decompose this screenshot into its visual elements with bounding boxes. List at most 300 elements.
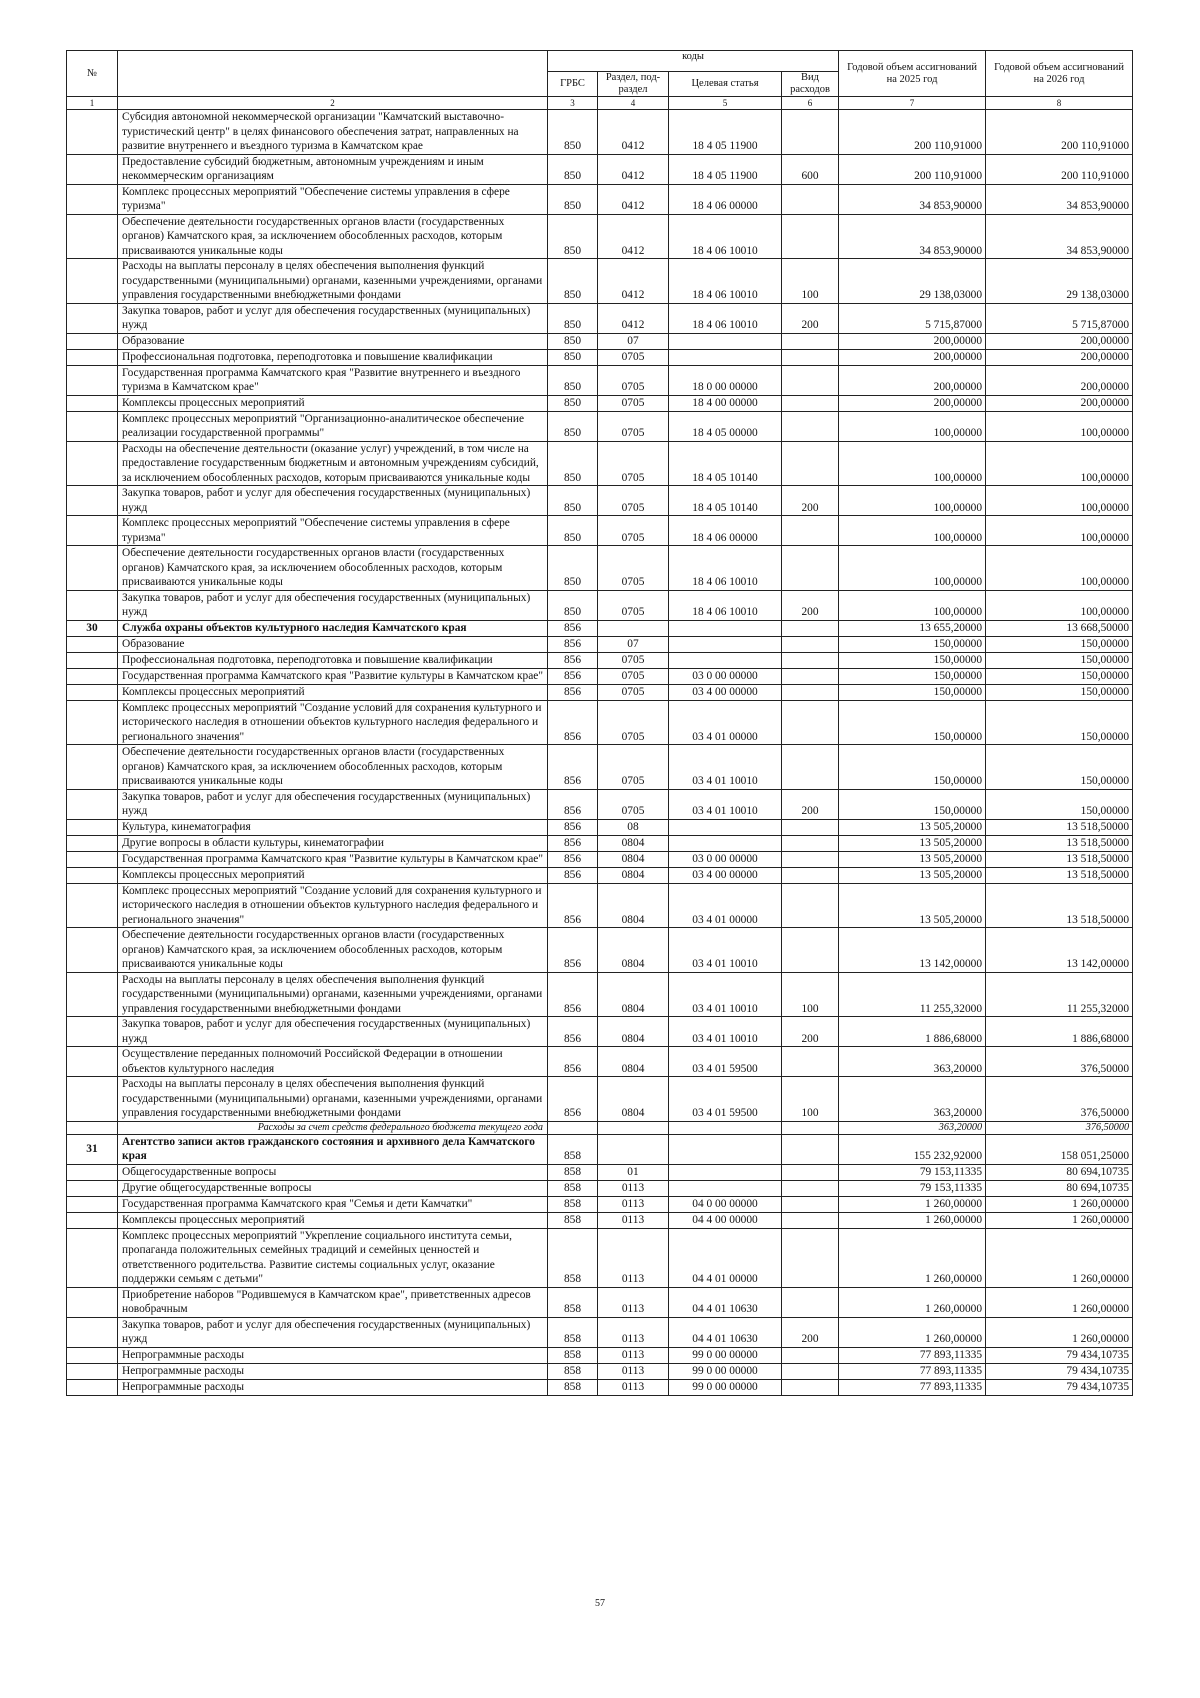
table-row bbox=[67, 1228, 1133, 1287]
row-section: 0705 bbox=[598, 349, 669, 365]
row-section: 0113 bbox=[598, 1228, 669, 1287]
row-target bbox=[669, 1180, 782, 1196]
row-kind bbox=[782, 1134, 839, 1164]
row-kind bbox=[782, 684, 839, 700]
table-row bbox=[67, 668, 1133, 684]
row-amount-2026: 150,00000 bbox=[986, 745, 1133, 790]
row-target bbox=[669, 819, 782, 835]
table-row bbox=[67, 486, 1133, 516]
column-number: 6 bbox=[782, 97, 839, 110]
row-amount-2025: 100,00000 bbox=[839, 546, 986, 591]
row-number bbox=[67, 395, 118, 411]
row-name: Другие общегосударственные вопросы bbox=[118, 1180, 548, 1196]
row-grbs: 858 bbox=[548, 1196, 598, 1212]
row-amount-2025: 150,00000 bbox=[839, 668, 986, 684]
row-section: 0705 bbox=[598, 546, 669, 591]
row-kind bbox=[782, 636, 839, 652]
row-section: 0412 bbox=[598, 259, 669, 304]
row-target bbox=[669, 1164, 782, 1180]
table-row bbox=[67, 636, 1133, 652]
row-amount-2025: 200,00000 bbox=[839, 365, 986, 395]
table-row bbox=[67, 590, 1133, 620]
row-target bbox=[669, 1121, 782, 1134]
row-target: 03 4 01 00000 bbox=[669, 883, 782, 928]
row-target: 18 4 06 10010 bbox=[669, 546, 782, 591]
row-kind: 100 bbox=[782, 972, 839, 1017]
row-amount-2025: 150,00000 bbox=[839, 700, 986, 745]
row-amount-2026: 100,00000 bbox=[986, 486, 1133, 516]
row-target: 03 4 01 00000 bbox=[669, 700, 782, 745]
row-grbs: 850 bbox=[548, 395, 598, 411]
row-number bbox=[67, 333, 118, 349]
row-amount-2025: 13 505,20000 bbox=[839, 883, 986, 928]
row-amount-2026: 79 434,10735 bbox=[986, 1347, 1133, 1363]
row-name: Осуществление переданных полномочий Российской Федерации в отношении объектов культурного наследия bbox=[118, 1047, 548, 1077]
row-amount-2026: 79 434,10735 bbox=[986, 1379, 1133, 1395]
table-row bbox=[67, 1180, 1133, 1196]
row-grbs: 850 bbox=[548, 411, 598, 441]
row-kind bbox=[782, 110, 839, 155]
row-kind: 100 bbox=[782, 1077, 839, 1122]
row-name: Другие вопросы в области культуры, кинематографии bbox=[118, 835, 548, 851]
row-section: 0705 bbox=[598, 365, 669, 395]
row-name: Комплексы процессных мероприятий bbox=[118, 1212, 548, 1228]
row-amount-2026: 13 518,50000 bbox=[986, 851, 1133, 867]
table-row bbox=[67, 1164, 1133, 1180]
row-name: Государственная программа Камчатского края "Семья и дети Камчатки" bbox=[118, 1196, 548, 1212]
row-target: 04 0 00 00000 bbox=[669, 1196, 782, 1212]
row-section: 0412 bbox=[598, 303, 669, 333]
row-number bbox=[67, 154, 118, 184]
row-amount-2025: 150,00000 bbox=[839, 636, 986, 652]
row-grbs: 856 bbox=[548, 684, 598, 700]
row-grbs: 856 bbox=[548, 819, 598, 835]
row-amount-2026: 150,00000 bbox=[986, 789, 1133, 819]
row-kind bbox=[782, 1347, 839, 1363]
row-section: 01 bbox=[598, 1164, 669, 1180]
row-grbs: 858 bbox=[548, 1363, 598, 1379]
row-name: Профессиональная подготовка, переподготовка и повышение квалификации bbox=[118, 652, 548, 668]
row-amount-2025: 13 505,20000 bbox=[839, 835, 986, 851]
row-amount-2026: 150,00000 bbox=[986, 684, 1133, 700]
header-year-2026: Годовой объем ассигнований на 2026 год bbox=[986, 51, 1133, 97]
row-grbs: 856 bbox=[548, 851, 598, 867]
row-grbs: 856 bbox=[548, 620, 598, 636]
row-grbs: 850 bbox=[548, 303, 598, 333]
row-number bbox=[67, 835, 118, 851]
row-section: 0412 bbox=[598, 184, 669, 214]
table-row bbox=[67, 1212, 1133, 1228]
row-kind: 200 bbox=[782, 590, 839, 620]
row-amount-2025: 13 142,00000 bbox=[839, 928, 986, 973]
row-section: 0705 bbox=[598, 395, 669, 411]
row-target: 03 4 01 59500 bbox=[669, 1047, 782, 1077]
column-number: 4 bbox=[598, 97, 669, 110]
row-name: Закупка товаров, работ и услуг для обеспечения государственных (муниципальных) нужд bbox=[118, 789, 548, 819]
row-number bbox=[67, 441, 118, 486]
table-row bbox=[67, 867, 1133, 883]
row-grbs: 850 bbox=[548, 214, 598, 259]
row-section: 08 bbox=[598, 819, 669, 835]
row-section: 0705 bbox=[598, 789, 669, 819]
row-amount-2026: 100,00000 bbox=[986, 516, 1133, 546]
row-name: Расходы на выплаты персоналу в целях обеспечения выполнения функций государственными (муниципальными) органами, казенными учреждениями, органами управления государственными внебюджетными фондами bbox=[118, 972, 548, 1017]
row-name: Обеспечение деятельности государственных органов власти (государственных органов) Камчатского края, за исключением обособленных расходов, которым присваиваются уникальные коды bbox=[118, 928, 548, 973]
row-amount-2025: 200 110,91000 bbox=[839, 110, 986, 155]
row-name: Комплексы процессных мероприятий bbox=[118, 684, 548, 700]
row-kind bbox=[782, 1228, 839, 1287]
header-year-2025: Годовой объем ассигнований на 2025 год bbox=[839, 51, 986, 97]
row-amount-2026: 11 255,32000 bbox=[986, 972, 1133, 1017]
row-amount-2026: 376,50000 bbox=[986, 1047, 1133, 1077]
row-target: 18 4 05 00000 bbox=[669, 411, 782, 441]
row-amount-2025: 79 153,11335 bbox=[839, 1180, 986, 1196]
row-amount-2026: 34 853,90000 bbox=[986, 184, 1133, 214]
table-row bbox=[67, 684, 1133, 700]
header-codes: коды bbox=[548, 51, 839, 72]
row-grbs: 858 bbox=[548, 1134, 598, 1164]
header-grbs: ГРБС bbox=[548, 72, 598, 97]
row-section: 0705 bbox=[598, 668, 669, 684]
row-number bbox=[67, 1164, 118, 1180]
row-kind: 200 bbox=[782, 1017, 839, 1047]
row-kind bbox=[782, 441, 839, 486]
row-kind bbox=[782, 620, 839, 636]
row-number bbox=[67, 1077, 118, 1122]
row-number bbox=[67, 1317, 118, 1347]
table-row bbox=[67, 214, 1133, 259]
row-number bbox=[67, 259, 118, 304]
row-number bbox=[67, 636, 118, 652]
row-name: Расходы за счет средств федерального бюджета текущего года bbox=[118, 1121, 548, 1134]
row-name: Обеспечение деятельности государственных органов власти (государственных органов) Камчатского края, за исключением обособленных расходов, которым присваиваются уникальные коды bbox=[118, 214, 548, 259]
row-name: Образование bbox=[118, 333, 548, 349]
row-amount-2025: 155 232,92000 bbox=[839, 1134, 986, 1164]
row-amount-2026: 13 142,00000 bbox=[986, 928, 1133, 973]
table-row bbox=[67, 365, 1133, 395]
row-name: Служба охраны объектов культурного наследия Камчатского края bbox=[118, 620, 548, 636]
row-amount-2026: 13 668,50000 bbox=[986, 620, 1133, 636]
table-row bbox=[67, 789, 1133, 819]
row-number: 31 bbox=[67, 1134, 118, 1164]
row-name: Непрограммные расходы bbox=[118, 1363, 548, 1379]
row-amount-2025: 1 260,00000 bbox=[839, 1317, 986, 1347]
row-number bbox=[67, 411, 118, 441]
row-kind bbox=[782, 835, 839, 851]
row-name: Комплекс процессных мероприятий "Обеспечение системы управления в сфере туризма" bbox=[118, 516, 548, 546]
row-name: Обеспечение деятельности государственных органов власти (государственных органов) Камчатского края, за исключением обособленных расходов, которым присваиваются уникальные коды bbox=[118, 546, 548, 591]
row-name: Комплекс процессных мероприятий "Организационно-аналитическое обеспечение реализации государственной программы" bbox=[118, 411, 548, 441]
row-kind bbox=[782, 928, 839, 973]
row-amount-2025: 363,20000 bbox=[839, 1077, 986, 1122]
row-name: Закупка товаров, работ и услуг для обеспечения государственных (муниципальных) нужд bbox=[118, 1317, 548, 1347]
row-target: 99 0 00 00000 bbox=[669, 1379, 782, 1395]
row-name: Расходы на выплаты персоналу в целях обеспечения выполнения функций государственными (муниципальными) органами, казенными учреждениями, органами управления государственными внебюджетными фондами bbox=[118, 259, 548, 304]
row-amount-2026: 158 051,25000 bbox=[986, 1134, 1133, 1164]
row-section: 0804 bbox=[598, 1047, 669, 1077]
budget-table bbox=[66, 50, 1133, 1396]
row-amount-2026: 13 518,50000 bbox=[986, 883, 1133, 928]
row-target: 04 4 01 10630 bbox=[669, 1287, 782, 1317]
row-section: 07 bbox=[598, 333, 669, 349]
row-number bbox=[67, 1287, 118, 1317]
row-amount-2025: 150,00000 bbox=[839, 789, 986, 819]
row-amount-2025: 1 886,68000 bbox=[839, 1017, 986, 1047]
row-number bbox=[67, 1121, 118, 1134]
row-number bbox=[67, 365, 118, 395]
row-target: 18 4 06 00000 bbox=[669, 516, 782, 546]
header-column-numbers bbox=[67, 97, 1133, 110]
column-number: 3 bbox=[548, 97, 598, 110]
row-target: 18 4 05 11900 bbox=[669, 154, 782, 184]
row-kind bbox=[782, 851, 839, 867]
row-name: Государственная программа Камчатского края "Развитие культуры в Камчатском крае" bbox=[118, 851, 548, 867]
row-grbs: 856 bbox=[548, 972, 598, 1017]
row-section: 0113 bbox=[598, 1212, 669, 1228]
row-grbs: 856 bbox=[548, 700, 598, 745]
row-number bbox=[67, 1180, 118, 1196]
row-amount-2026: 29 138,03000 bbox=[986, 259, 1133, 304]
row-section bbox=[598, 1121, 669, 1134]
table-row bbox=[67, 1287, 1133, 1317]
row-name: Комплекс процессных мероприятий "Создание условий для сохранения культурного и исторического наследия в отношении объектов культурного наследия федерального и регионального значения" bbox=[118, 700, 548, 745]
row-target: 18 4 06 10010 bbox=[669, 303, 782, 333]
row-target: 03 0 00 00000 bbox=[669, 851, 782, 867]
row-section: 0113 bbox=[598, 1180, 669, 1196]
row-section: 0804 bbox=[598, 972, 669, 1017]
row-amount-2026: 1 260,00000 bbox=[986, 1287, 1133, 1317]
column-number: 1 bbox=[67, 97, 118, 110]
row-section: 0804 bbox=[598, 867, 669, 883]
row-name: Обеспечение деятельности государственных органов власти (государственных органов) Камчатского края, за исключением обособленных расходов, которым присваиваются уникальные коды bbox=[118, 745, 548, 790]
row-kind bbox=[782, 700, 839, 745]
row-number bbox=[67, 684, 118, 700]
row-grbs: 858 bbox=[548, 1347, 598, 1363]
row-kind bbox=[782, 1180, 839, 1196]
row-amount-2026: 376,50000 bbox=[986, 1121, 1133, 1134]
row-section: 0705 bbox=[598, 684, 669, 700]
table-row bbox=[67, 1347, 1133, 1363]
row-grbs: 858 bbox=[548, 1180, 598, 1196]
row-grbs: 856 bbox=[548, 668, 598, 684]
row-name: Общегосударственные вопросы bbox=[118, 1164, 548, 1180]
row-target: 03 4 01 10010 bbox=[669, 928, 782, 973]
row-target bbox=[669, 333, 782, 349]
row-target: 18 4 06 10010 bbox=[669, 259, 782, 304]
row-number bbox=[67, 1379, 118, 1395]
row-amount-2025: 1 260,00000 bbox=[839, 1228, 986, 1287]
table-row bbox=[67, 1077, 1133, 1122]
row-amount-2025: 1 260,00000 bbox=[839, 1287, 986, 1317]
row-section: 0804 bbox=[598, 883, 669, 928]
row-number bbox=[67, 745, 118, 790]
row-amount-2026: 1 260,00000 bbox=[986, 1196, 1133, 1212]
row-grbs: 856 bbox=[548, 835, 598, 851]
row-section bbox=[598, 620, 669, 636]
row-number bbox=[67, 546, 118, 591]
row-section: 0804 bbox=[598, 835, 669, 851]
row-name: Государственная программа Камчатского края "Развитие внутреннего и въездного туризма в Камчатском крае" bbox=[118, 365, 548, 395]
row-section: 0705 bbox=[598, 745, 669, 790]
table-row bbox=[67, 395, 1133, 411]
row-amount-2025: 13 505,20000 bbox=[839, 851, 986, 867]
row-name: Непрограммные расходы bbox=[118, 1379, 548, 1395]
row-name: Закупка товаров, работ и услуг для обеспечения государственных (муниципальных) нужд bbox=[118, 590, 548, 620]
row-amount-2026: 5 715,87000 bbox=[986, 303, 1133, 333]
row-name: Государственная программа Камчатского края "Развитие культуры в Камчатском крае" bbox=[118, 668, 548, 684]
row-amount-2026: 80 694,10735 bbox=[986, 1180, 1133, 1196]
row-grbs: 856 bbox=[548, 928, 598, 973]
row-name: Приобретение наборов "Родившемуся в Камчатском крае", приветственных адресов новобрачным bbox=[118, 1287, 548, 1317]
row-amount-2025: 200 110,91000 bbox=[839, 154, 986, 184]
row-target bbox=[669, 652, 782, 668]
table-row bbox=[67, 1379, 1133, 1395]
row-target: 03 4 01 10010 bbox=[669, 745, 782, 790]
row-amount-2026: 200,00000 bbox=[986, 395, 1133, 411]
row-amount-2026: 150,00000 bbox=[986, 636, 1133, 652]
row-target: 18 4 05 10140 bbox=[669, 486, 782, 516]
row-amount-2025: 200,00000 bbox=[839, 395, 986, 411]
row-grbs: 850 bbox=[548, 486, 598, 516]
table-row bbox=[67, 928, 1133, 973]
row-kind bbox=[782, 1121, 839, 1134]
page-number: 57 bbox=[595, 1598, 605, 1609]
row-target: 18 4 05 11900 bbox=[669, 110, 782, 155]
row-amount-2026: 1 260,00000 bbox=[986, 1228, 1133, 1287]
table-row bbox=[67, 745, 1133, 790]
row-amount-2026: 150,00000 bbox=[986, 652, 1133, 668]
row-amount-2025: 100,00000 bbox=[839, 411, 986, 441]
row-kind bbox=[782, 184, 839, 214]
row-grbs: 850 bbox=[548, 333, 598, 349]
row-section: 0113 bbox=[598, 1347, 669, 1363]
row-target: 04 4 00 00000 bbox=[669, 1212, 782, 1228]
table-body bbox=[67, 110, 1133, 1396]
table-row bbox=[67, 333, 1133, 349]
row-amount-2025: 77 893,11335 bbox=[839, 1347, 986, 1363]
row-number bbox=[67, 883, 118, 928]
table-row bbox=[67, 819, 1133, 835]
row-section: 0705 bbox=[598, 516, 669, 546]
row-amount-2025: 29 138,03000 bbox=[839, 259, 986, 304]
table-row bbox=[67, 972, 1133, 1017]
table-row bbox=[67, 546, 1133, 591]
row-kind: 600 bbox=[782, 154, 839, 184]
row-number bbox=[67, 1228, 118, 1287]
row-section: 0412 bbox=[598, 154, 669, 184]
row-number bbox=[67, 214, 118, 259]
row-section: 0705 bbox=[598, 411, 669, 441]
row-amount-2025: 363,20000 bbox=[839, 1121, 986, 1134]
row-name: Расходы на обеспечение деятельности (оказание услуг) учреждений, в том числе на предоставление государственным бюджетным и автономным учреждениям субсидий, за исключением обособленных расходов, которым присваиваются уникальные коды bbox=[118, 441, 548, 486]
row-name: Закупка товаров, работ и услуг для обеспечения государственных (муниципальных) нужд bbox=[118, 1017, 548, 1047]
row-number bbox=[67, 303, 118, 333]
table-row bbox=[67, 652, 1133, 668]
row-kind bbox=[782, 349, 839, 365]
row-amount-2026: 13 518,50000 bbox=[986, 819, 1133, 835]
row-amount-2026: 1 260,00000 bbox=[986, 1212, 1133, 1228]
header-target: Целевая статья bbox=[669, 72, 782, 97]
row-name: Культура, кинематография bbox=[118, 819, 548, 835]
row-target bbox=[669, 620, 782, 636]
row-target: 18 4 00 00000 bbox=[669, 395, 782, 411]
row-grbs: 850 bbox=[548, 441, 598, 486]
row-kind bbox=[782, 745, 839, 790]
row-name: Комплекс процессных мероприятий "Укрепление социального института семьи, пропаганда положительных семейных традиций и семейных ценностей и ответственного родительства. Развитие системы социальных услуг, оказание поддержки семьям с детьми" bbox=[118, 1228, 548, 1287]
row-grbs: 850 bbox=[548, 154, 598, 184]
row-grbs: 858 bbox=[548, 1164, 598, 1180]
row-amount-2025: 11 255,32000 bbox=[839, 972, 986, 1017]
row-kind bbox=[782, 1287, 839, 1317]
budget-table-page bbox=[66, 50, 1132, 1396]
row-name: Комплексы процессных мероприятий bbox=[118, 867, 548, 883]
row-section: 0705 bbox=[598, 700, 669, 745]
row-target bbox=[669, 636, 782, 652]
row-number bbox=[67, 349, 118, 365]
row-amount-2026: 1 260,00000 bbox=[986, 1317, 1133, 1347]
row-amount-2026: 200 110,91000 bbox=[986, 154, 1133, 184]
row-kind bbox=[782, 867, 839, 883]
row-target: 03 4 01 59500 bbox=[669, 1077, 782, 1122]
row-name: Комплексы процессных мероприятий bbox=[118, 395, 548, 411]
row-amount-2026: 200 110,91000 bbox=[986, 110, 1133, 155]
row-amount-2025: 100,00000 bbox=[839, 516, 986, 546]
row-kind bbox=[782, 333, 839, 349]
row-number bbox=[67, 819, 118, 835]
row-name: Комплекс процессных мероприятий "Создание условий для сохранения культурного и исторического наследия в отношении объектов культурного наследия федерального и регионального значения" bbox=[118, 883, 548, 928]
row-number bbox=[67, 652, 118, 668]
row-kind bbox=[782, 546, 839, 591]
row-target: 03 4 01 10010 bbox=[669, 972, 782, 1017]
row-section: 0705 bbox=[598, 590, 669, 620]
row-amount-2025: 77 893,11335 bbox=[839, 1363, 986, 1379]
row-target: 18 0 00 00000 bbox=[669, 365, 782, 395]
row-amount-2026: 13 518,50000 bbox=[986, 835, 1133, 851]
row-amount-2026: 79 434,10735 bbox=[986, 1363, 1133, 1379]
row-amount-2025: 34 853,90000 bbox=[839, 214, 986, 259]
row-target: 99 0 00 00000 bbox=[669, 1347, 782, 1363]
row-number bbox=[67, 590, 118, 620]
row-kind bbox=[782, 411, 839, 441]
row-number bbox=[67, 789, 118, 819]
row-amount-2026: 200,00000 bbox=[986, 333, 1133, 349]
row-amount-2026: 80 694,10735 bbox=[986, 1164, 1133, 1180]
table-row bbox=[67, 441, 1133, 486]
row-grbs: 856 bbox=[548, 652, 598, 668]
row-name: Предоставление субсидий бюджетным, автономным учреждениям и иным некоммерческим организациям bbox=[118, 154, 548, 184]
row-name: Непрограммные расходы bbox=[118, 1347, 548, 1363]
row-number bbox=[67, 928, 118, 973]
row-number bbox=[67, 110, 118, 155]
table-row bbox=[67, 154, 1133, 184]
table-row bbox=[67, 883, 1133, 928]
row-amount-2025: 13 505,20000 bbox=[839, 867, 986, 883]
row-section: 0113 bbox=[598, 1317, 669, 1347]
row-name: Закупка товаров, работ и услуг для обеспечения государственных (муниципальных) нужд bbox=[118, 486, 548, 516]
row-amount-2026: 100,00000 bbox=[986, 411, 1133, 441]
row-amount-2026: 100,00000 bbox=[986, 590, 1133, 620]
row-grbs: 858 bbox=[548, 1228, 598, 1287]
row-grbs: 850 bbox=[548, 184, 598, 214]
table-row bbox=[67, 411, 1133, 441]
row-amount-2025: 200,00000 bbox=[839, 333, 986, 349]
row-amount-2025: 13 505,20000 bbox=[839, 819, 986, 835]
row-grbs: 858 bbox=[548, 1212, 598, 1228]
column-number: 2 bbox=[118, 97, 548, 110]
row-target: 18 4 05 10140 bbox=[669, 441, 782, 486]
row-section: 0412 bbox=[598, 214, 669, 259]
row-kind: 200 bbox=[782, 1317, 839, 1347]
